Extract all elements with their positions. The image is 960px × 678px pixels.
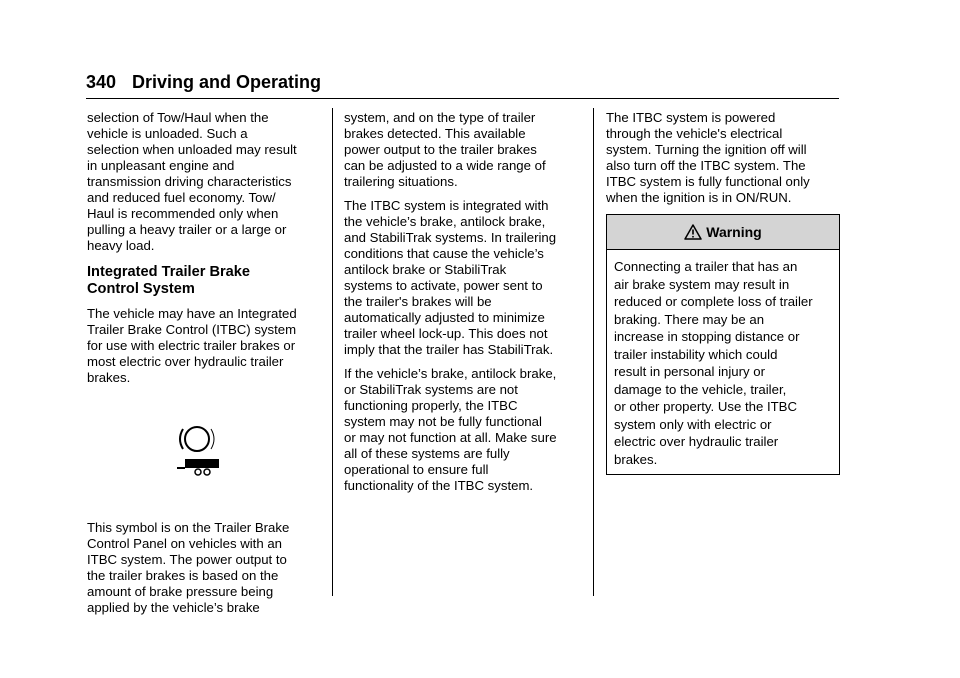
- column-divider: [332, 108, 333, 596]
- paragraph: The vehicle may have an Integrated Trailer Brake Control (ITBC) system for use with electric trailer brakes or most electric over hydraulic trailer brakes.: [87, 306, 297, 385]
- paragraph: The ITBC system is powered through the vehicle's electrical system. Turning the ignition off will also turn off the ITBC system. The ITBC system is fully functional only when the ignition is in ON/RUN.: [606, 110, 810, 205]
- paragraph: The ITBC system is integrated with the vehicle’s brake, antilock brake, and StabiliTrak systems. In trailering conditions that cause the vehicle’s antilock brake or StabiliTrak systems to activate, power sent to the trailer's brakes will be automatically adjusted to minimize trailer wheel lock-up. This does not imply that the trailer has StabiliTrak.: [344, 198, 557, 357]
- warning-body: Connecting a trailer that has an air brake system may result in reduced or complete loss of trailer braking. There may be an increase in stopping distance or trailer instability which could result in personal injury or damage to the vehicle, trailer, or other property. Use the ITBC system only with electric or electric over hydraulic trailer brakes.: [614, 259, 813, 467]
- page-number: 340: [86, 72, 117, 92]
- warning-header: [607, 215, 839, 250]
- column-2: [344, 110, 582, 502]
- column-3: [606, 110, 842, 475]
- trailer-brake-icon: [175, 424, 223, 476]
- page-header: [86, 72, 839, 98]
- header-rule: [86, 98, 839, 99]
- warning-triangle-icon: [684, 224, 702, 240]
- paragraph: system, and on the type of trailer brakes detected. This available power output to the trailer brakes can be adjusted to a wide range of trailering situations.: [344, 110, 546, 189]
- column-divider: [593, 108, 594, 596]
- symbol-figure: [87, 394, 322, 520]
- warning-title: Warning: [706, 224, 762, 240]
- section-heading: Integrated Trailer Brake Control System: [87, 264, 251, 297]
- paragraph: This symbol is on the Trailer Brake Control Panel on vehicles with an ITBC system. The power output to the trailer brakes is based on the amount of brake pressure being applied by the vehicle’s brake: [87, 520, 290, 615]
- section-title: Driving and Operating: [132, 72, 322, 92]
- paragraph: If the vehicle’s brake, antilock brake, or StabiliTrak systems are not functioning properly, the ITBC system may not be fully functional or may not function at all. Make sure all of these systems are fully operational to ensure full functionality of the ITBC system.: [344, 366, 557, 493]
- column-1: [87, 110, 322, 624]
- warning-box: [606, 214, 840, 475]
- paragraph: selection of Tow/Haul when the vehicle is unloaded. Such a selection when unloaded may result in unpleasant engine and transmission driving characteristics and reduced fuel economy. Tow/ Haul is recommended only when pulling a heavy trailer or a large or heavy load.: [87, 110, 297, 253]
